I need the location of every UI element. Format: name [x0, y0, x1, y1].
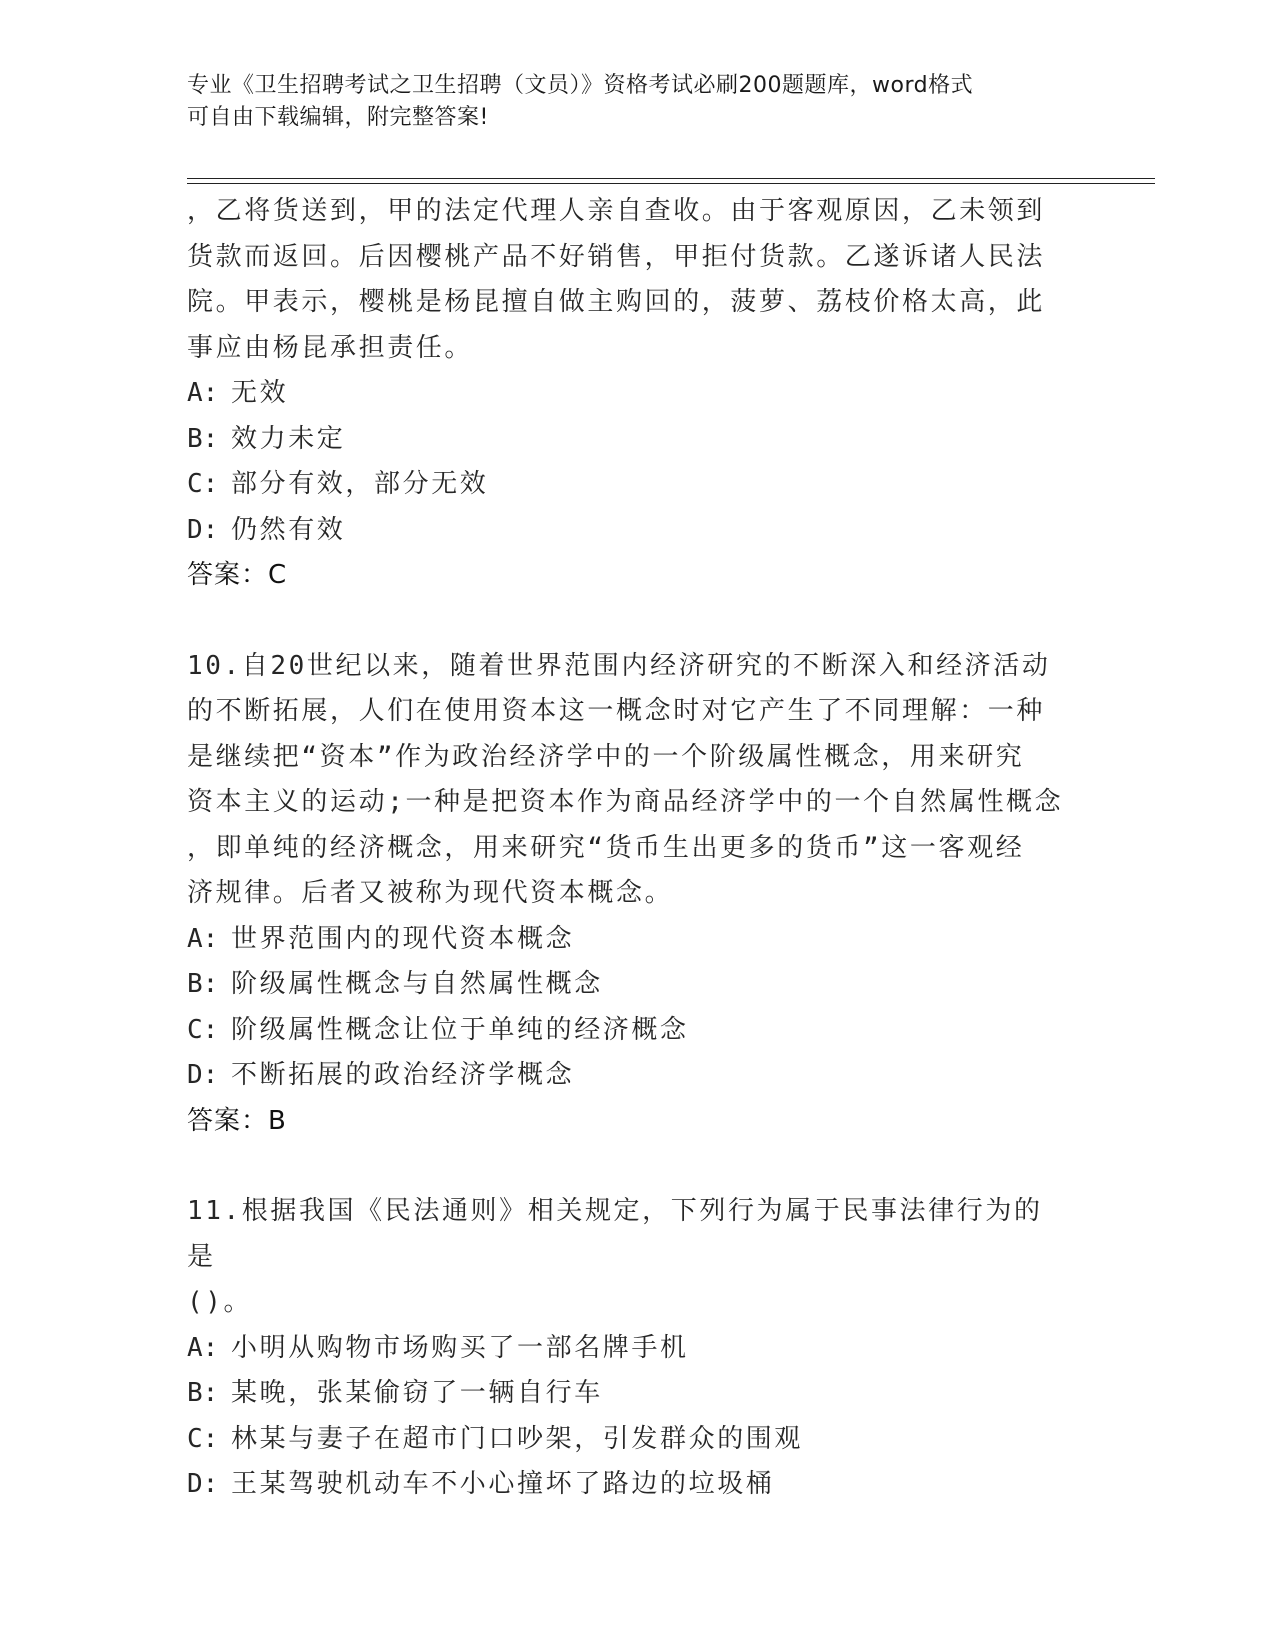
option-key: A:	[187, 1332, 219, 1363]
question-line: 院。甲表示，樱桃是杨昆擅自做主购回的，菠萝、荔枝价格太高，此	[187, 287, 1046, 317]
option-key: A:	[187, 378, 219, 408]
option-key: C:	[187, 469, 219, 499]
question-line: ，乙将货送到，甲的法定代理人亲自查收。由于客观原因，乙未领到	[187, 196, 1046, 226]
question-9	[187, 189, 1067, 599]
answer: 答案：B	[187, 1105, 287, 1136]
option-b	[187, 417, 1067, 463]
option-key: D:	[187, 1060, 219, 1090]
answer: 答案：C	[187, 560, 288, 590]
option-d	[187, 1053, 1067, 1099]
question-line: ()。	[187, 1287, 253, 1317]
question-text	[187, 644, 1067, 917]
option-key: B:	[187, 1378, 219, 1408]
option-a	[187, 917, 1067, 963]
option-a	[187, 371, 1067, 417]
question-line: 事应由杨昆承担责任。	[187, 332, 474, 363]
option-key: C:	[187, 1014, 219, 1045]
option-text: 部分有效，部分无效	[231, 469, 489, 499]
option-c	[187, 1417, 1067, 1463]
header-line-1: 专业《卫生招聘考试之卫生招聘（文员）》资格考试必刷200题题库，word格式	[187, 73, 974, 98]
document-body	[187, 189, 1067, 1508]
option-text: 小明从购物市场购买了一部名牌手机	[231, 1332, 689, 1363]
option-key: B:	[187, 423, 219, 454]
question-line: ，即单纯的经济概念，用来研究“货币生出更多的货币”这一客观经	[187, 832, 1025, 863]
option-text: 阶级属性概念让位于单纯的经济概念	[231, 1014, 689, 1045]
question-11	[187, 1189, 1067, 1508]
question-line: 资本主义的运动;一种是把资本作为商品经济学中的一个自然属性概念	[187, 787, 1064, 817]
option-text: 仍然有效	[231, 514, 346, 545]
option-text: 阶级属性概念与自然属性概念	[231, 969, 603, 999]
question-text	[187, 189, 1067, 371]
question-line: 是继续把“资本”作为政治经济学中的一个阶级属性概念，用来研究	[187, 741, 1025, 772]
option-b	[187, 1371, 1067, 1417]
spacer	[187, 599, 1067, 644]
option-text: 世界范围内的现代资本概念	[231, 923, 575, 954]
option-text: 效力未定	[231, 423, 346, 454]
document-header	[187, 70, 1087, 134]
option-key: C:	[187, 1423, 219, 1454]
question-10	[187, 644, 1067, 1145]
question-line: 济规律。后者又被称为现代资本概念。	[187, 878, 674, 908]
option-b	[187, 962, 1067, 1008]
header-double-rule	[187, 178, 1155, 184]
header-line-2: 可自由下载编辑，附完整答案!	[187, 105, 489, 130]
option-text: 不断拓展的政治经济学概念	[231, 1060, 575, 1090]
option-text: 王某驾驶机动车不小心撞坏了路边的垃圾桶	[231, 1469, 775, 1499]
question-line: 11.根据我国《民法通则》相关规定，下列行为属于民事法律行为的是	[187, 1196, 1043, 1272]
option-text: 无效	[231, 378, 289, 408]
option-a	[187, 1326, 1067, 1372]
question-line: 的不断拓展，人们在使用资本这一概念时对它产生了不同理解：一种	[187, 696, 1046, 726]
option-text: 林某与妻子在超市门口吵架，引发群众的围观	[231, 1423, 804, 1454]
option-d	[187, 1462, 1067, 1508]
option-key: D:	[187, 514, 219, 545]
option-key: A:	[187, 923, 219, 954]
option-text: 某晚，张某偷窃了一辆自行车	[231, 1378, 603, 1408]
question-line: 货款而返回。后因樱桃产品不好销售，甲拒付货款。乙遂诉诸人民法	[187, 241, 1046, 272]
option-key: D:	[187, 1469, 219, 1499]
option-c	[187, 1008, 1067, 1054]
question-line: 10.自20世纪以来，随着世界范围内经济研究的不断深入和经济活动	[187, 650, 1051, 681]
option-c	[187, 462, 1067, 508]
option-key: B:	[187, 969, 219, 999]
option-d	[187, 508, 1067, 554]
spacer	[187, 1144, 1067, 1189]
question-text	[187, 1189, 1067, 1326]
